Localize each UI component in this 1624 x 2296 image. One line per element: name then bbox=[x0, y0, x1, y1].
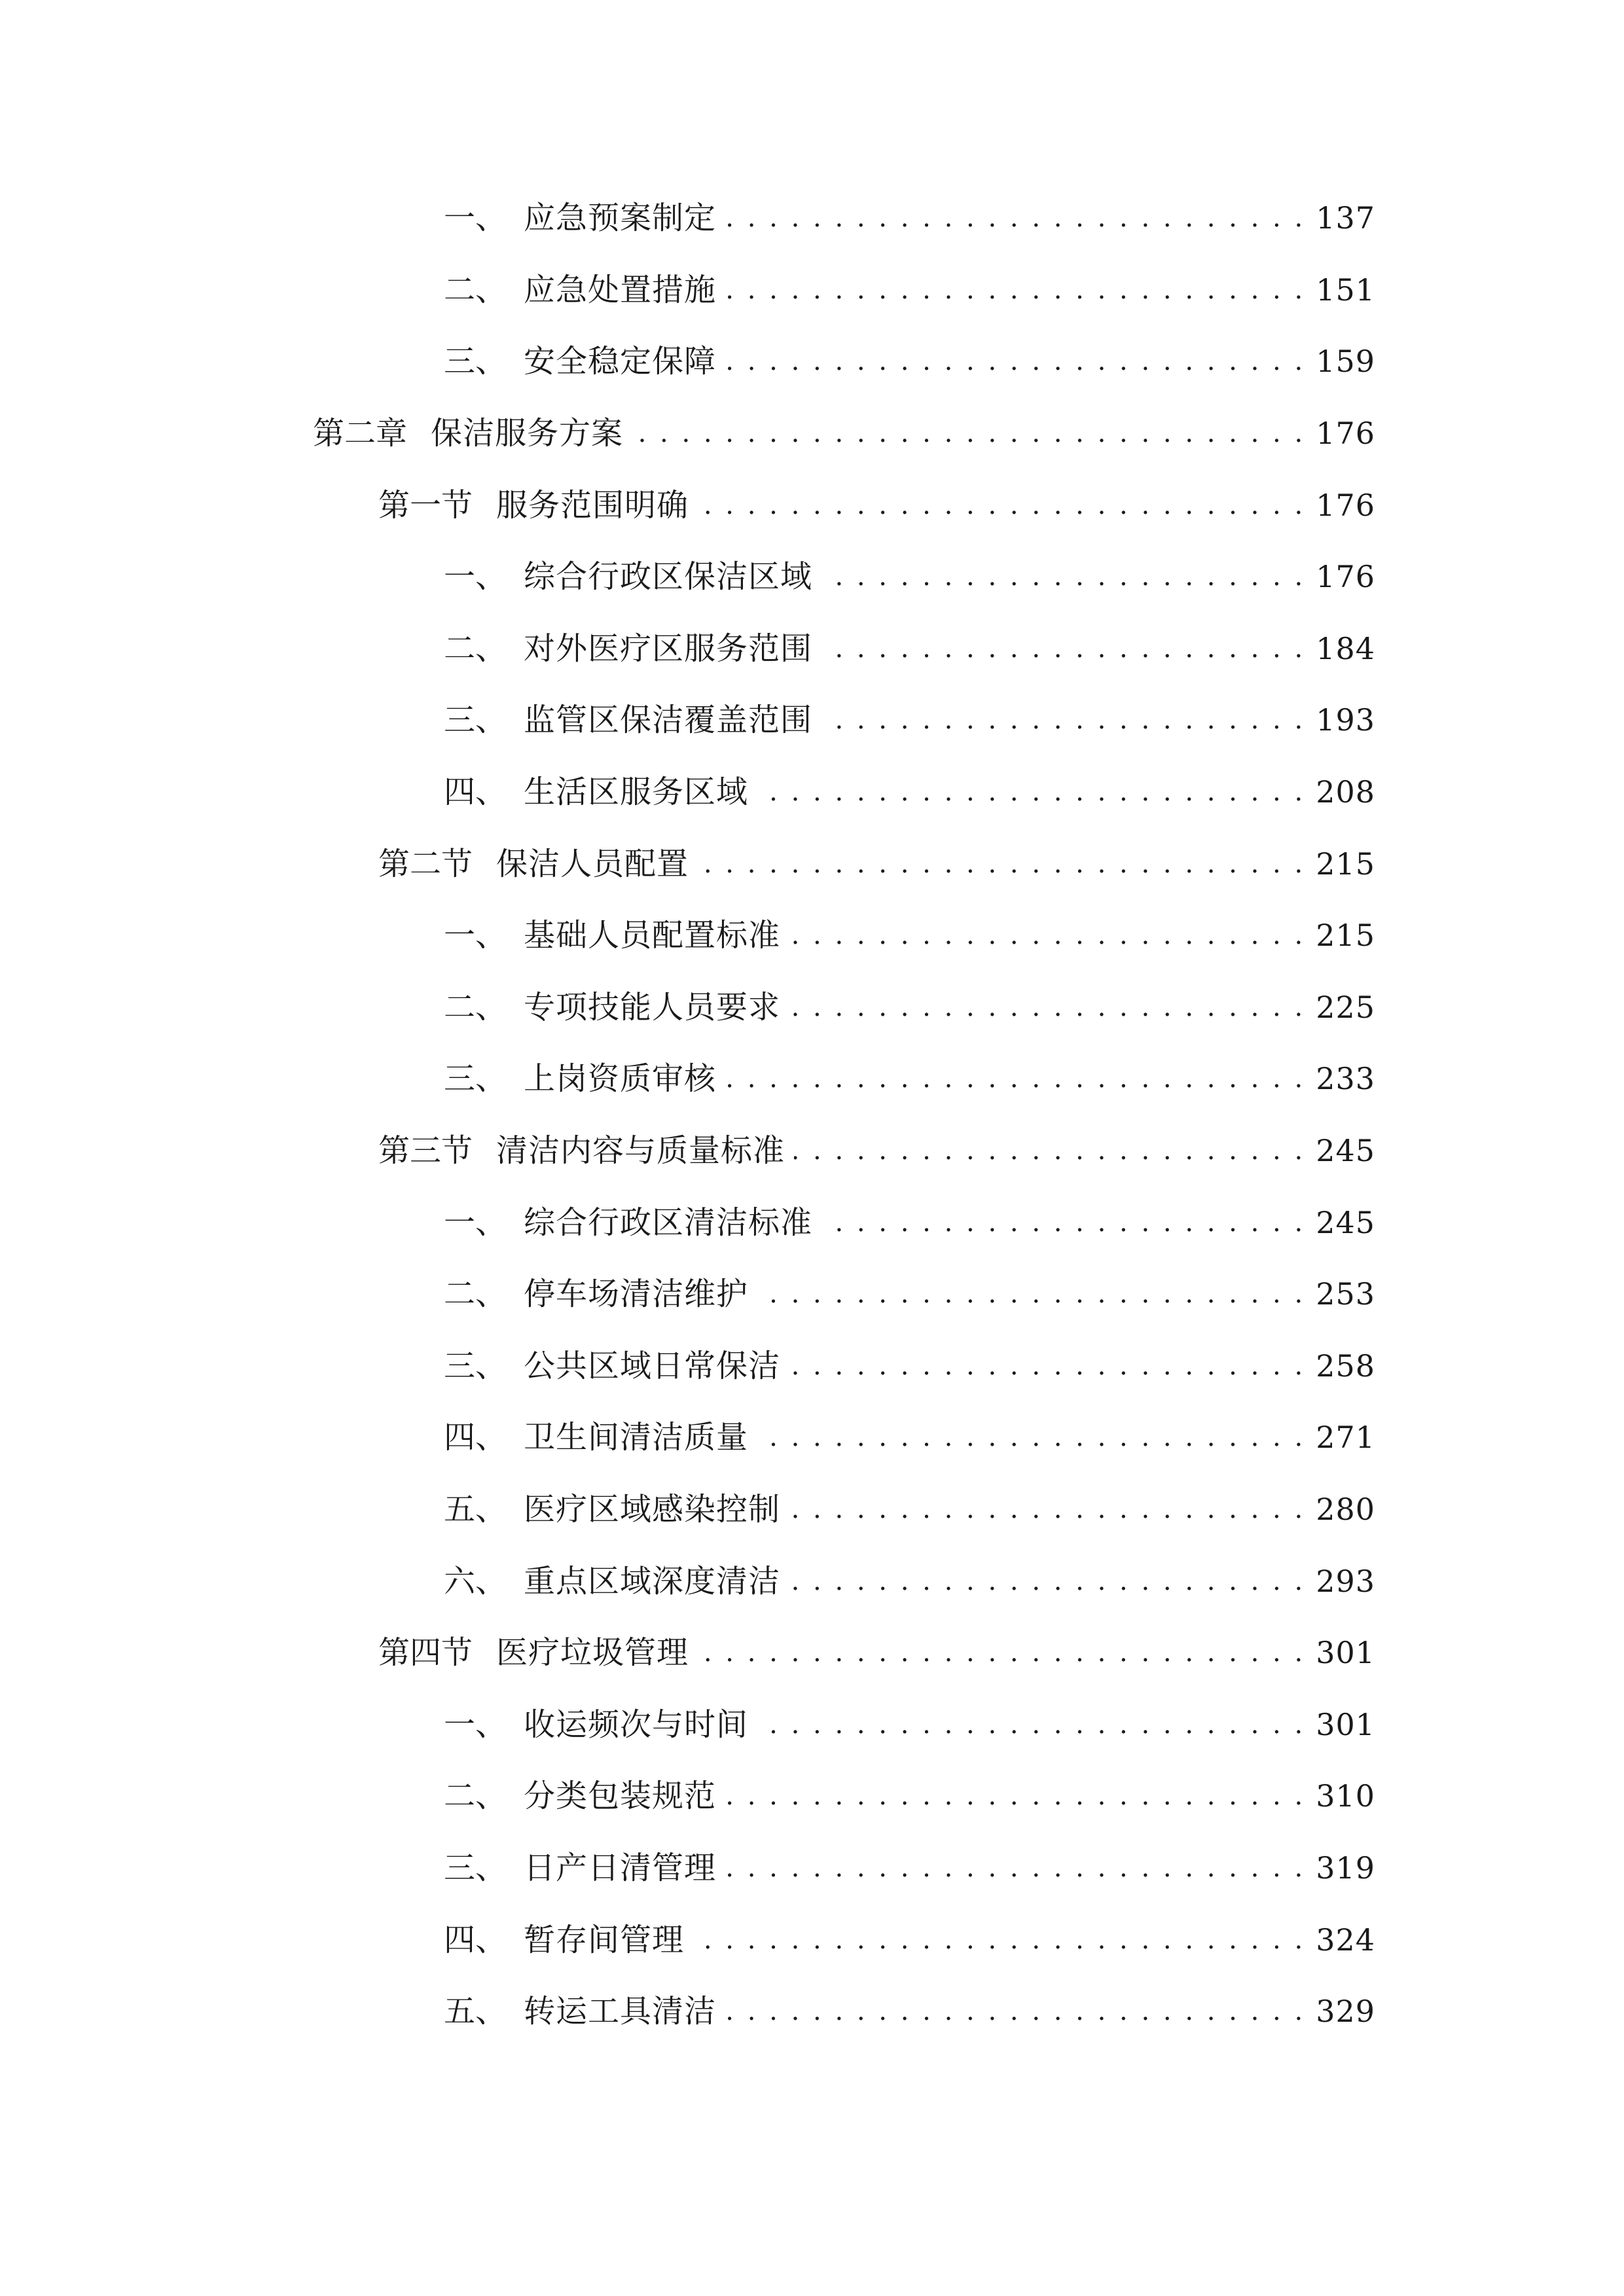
toc-section-entry[interactable] bbox=[378, 479, 1375, 531]
entry-title: 转运工具清洁 bbox=[524, 1993, 717, 2030]
entry-page-number: 193 bbox=[1316, 702, 1375, 738]
entry-number: 三、 bbox=[444, 1348, 507, 1384]
section-number: 第三节 bbox=[378, 1132, 473, 1169]
entry-number: 一、 bbox=[444, 1706, 507, 1743]
dot-leader bbox=[789, 981, 1305, 1033]
dot-leader bbox=[789, 909, 1305, 961]
entry-number: 三、 bbox=[444, 1850, 507, 1886]
section-title: 服务范围明确 bbox=[496, 487, 689, 524]
toc-entry[interactable] bbox=[444, 1268, 1375, 1320]
entry-title: 分类包装规范 bbox=[524, 1778, 717, 1814]
entry-title: 收运频次与时间 bbox=[524, 1706, 749, 1743]
entry-page-number: 319 bbox=[1316, 1850, 1375, 1886]
dot-leader bbox=[757, 1698, 1305, 1751]
entry-number: 一、 bbox=[444, 558, 507, 595]
entry-title: 生活区服务区域 bbox=[524, 774, 749, 810]
dot-leader bbox=[794, 1124, 1305, 1177]
toc-entry[interactable] bbox=[444, 981, 1375, 1033]
entry-page-number: 280 bbox=[1316, 1492, 1375, 1527]
section-number: 第二节 bbox=[378, 846, 473, 882]
entry-page-number: 253 bbox=[1316, 1276, 1375, 1312]
toc-entry[interactable] bbox=[444, 550, 1375, 603]
entry-page-number: 245 bbox=[1316, 1205, 1375, 1240]
dot-leader bbox=[725, 264, 1305, 316]
section-title: 医疗垃圾管理 bbox=[496, 1634, 689, 1671]
entry-page-number: 208 bbox=[1316, 774, 1375, 810]
entry-page-number: 271 bbox=[1316, 1420, 1375, 1455]
entry-page-number: 301 bbox=[1316, 1707, 1375, 1742]
toc-entry[interactable] bbox=[444, 335, 1375, 387]
section-title: 保洁人员配置 bbox=[496, 846, 689, 882]
dot-leader bbox=[725, 1770, 1305, 1822]
entry-number: 四、 bbox=[444, 1419, 507, 1456]
entry-title: 公共区域日常保洁 bbox=[524, 1348, 781, 1384]
entry-title: 监管区保洁覆盖范围 bbox=[524, 702, 813, 738]
dot-leader bbox=[698, 838, 1305, 890]
dot-leader bbox=[757, 1268, 1305, 1320]
entry-title: 日产日清管理 bbox=[524, 1850, 717, 1886]
dot-leader bbox=[757, 766, 1305, 818]
entry-title: 对外医疗区服务范围 bbox=[524, 630, 813, 667]
entry-number: 四、 bbox=[444, 1922, 507, 1958]
dot-leader bbox=[725, 1985, 1305, 2037]
dot-leader bbox=[789, 1555, 1305, 1607]
toc-entry[interactable] bbox=[444, 1985, 1375, 2037]
entry-number: 四、 bbox=[444, 774, 507, 810]
dot-leader bbox=[693, 1914, 1305, 1966]
entry-page-number: 324 bbox=[1316, 1922, 1375, 1958]
entry-page-number: 159 bbox=[1316, 344, 1375, 379]
section-number: 第一节 bbox=[378, 487, 473, 524]
dot-leader bbox=[725, 1052, 1305, 1105]
entry-number: 二、 bbox=[444, 272, 507, 308]
toc-entry[interactable] bbox=[444, 1770, 1375, 1822]
entry-number: 三、 bbox=[444, 343, 507, 380]
entry-number: 一、 bbox=[444, 1204, 507, 1241]
toc-chapter-entry[interactable] bbox=[313, 407, 1375, 459]
entry-page-number: 151 bbox=[1316, 272, 1375, 308]
dot-leader bbox=[789, 1483, 1305, 1535]
section-number: 第四节 bbox=[378, 1634, 473, 1671]
entry-page-number: 215 bbox=[1316, 846, 1375, 882]
entry-page-number: 176 bbox=[1316, 488, 1375, 523]
entry-number: 二、 bbox=[444, 1778, 507, 1814]
dot-leader bbox=[789, 1340, 1305, 1392]
toc-entry[interactable] bbox=[444, 264, 1375, 316]
entry-page-number: 329 bbox=[1316, 1994, 1375, 2029]
toc-entry[interactable] bbox=[444, 1052, 1375, 1105]
toc-entry[interactable] bbox=[444, 909, 1375, 961]
entry-page-number: 233 bbox=[1316, 1061, 1375, 1096]
entry-number: 五、 bbox=[444, 1993, 507, 2030]
dot-leader bbox=[698, 479, 1305, 531]
toc-entry[interactable] bbox=[444, 1914, 1375, 1966]
toc-entry[interactable] bbox=[444, 1698, 1375, 1751]
dot-leader bbox=[821, 550, 1305, 603]
entry-number: 三、 bbox=[444, 1060, 507, 1097]
dot-leader bbox=[725, 192, 1305, 244]
entry-number: 三、 bbox=[444, 702, 507, 738]
entry-page-number: 215 bbox=[1316, 918, 1375, 953]
entry-page-number: 176 bbox=[1316, 416, 1375, 451]
dot-leader bbox=[725, 1842, 1305, 1894]
entry-title: 专项技能人员要求 bbox=[524, 989, 781, 1026]
entry-page-number: 301 bbox=[1316, 1635, 1375, 1670]
entry-number: 一、 bbox=[444, 917, 507, 954]
entry-title: 应急处置措施 bbox=[524, 272, 717, 308]
entry-page-number: 293 bbox=[1316, 1564, 1375, 1599]
entry-page-number: 184 bbox=[1316, 631, 1375, 666]
entry-number: 一、 bbox=[444, 200, 507, 236]
section-title: 清洁内容与质量标准 bbox=[496, 1132, 785, 1169]
entry-page-number: 310 bbox=[1316, 1778, 1375, 1814]
entry-number: 二、 bbox=[444, 1276, 507, 1312]
entry-title: 安全稳定保障 bbox=[524, 343, 717, 380]
chapter-title: 保洁服务方案 bbox=[431, 415, 624, 452]
dot-leader bbox=[821, 1196, 1305, 1249]
dot-leader bbox=[821, 622, 1305, 675]
entry-title: 应急预案制定 bbox=[524, 200, 717, 236]
entry-page-number: 176 bbox=[1316, 559, 1375, 594]
toc-entry[interactable] bbox=[444, 1555, 1375, 1607]
toc-entry[interactable] bbox=[444, 1842, 1375, 1894]
entry-title: 综合行政区保洁区域 bbox=[524, 558, 813, 595]
toc-section-entry[interactable] bbox=[378, 1626, 1375, 1679]
entry-title: 重点区域深度清洁 bbox=[524, 1563, 781, 1600]
toc-entry[interactable] bbox=[444, 766, 1375, 818]
entry-number: 六、 bbox=[444, 1563, 507, 1600]
entry-number: 二、 bbox=[444, 630, 507, 667]
entry-number: 五、 bbox=[444, 1491, 507, 1528]
entry-title: 暂存间管理 bbox=[524, 1922, 685, 1958]
toc-section-entry[interactable] bbox=[378, 1124, 1375, 1177]
toc-entry[interactable] bbox=[444, 622, 1375, 675]
entry-title: 医疗区域感染控制 bbox=[524, 1491, 781, 1528]
chapter-number: 第二章 bbox=[313, 415, 408, 452]
toc-entry[interactable] bbox=[444, 1483, 1375, 1535]
entry-page-number: 225 bbox=[1316, 990, 1375, 1025]
entry-page-number: 258 bbox=[1316, 1348, 1375, 1384]
dot-leader bbox=[757, 1411, 1305, 1463]
toc-entry[interactable] bbox=[444, 694, 1375, 746]
dot-leader bbox=[725, 335, 1305, 387]
dot-leader bbox=[632, 407, 1305, 459]
toc-entry[interactable] bbox=[444, 1196, 1375, 1249]
dot-leader bbox=[821, 694, 1305, 746]
entry-title: 上岗资质审核 bbox=[524, 1060, 717, 1097]
entry-number: 二、 bbox=[444, 989, 507, 1026]
entry-page-number: 245 bbox=[1316, 1133, 1375, 1168]
entry-page-number: 137 bbox=[1316, 200, 1375, 236]
toc-section-entry[interactable] bbox=[378, 838, 1375, 890]
entry-title: 停车场清洁维护 bbox=[524, 1276, 749, 1312]
toc-entry[interactable] bbox=[444, 192, 1375, 244]
entry-title: 基础人员配置标准 bbox=[524, 917, 781, 954]
entry-title: 卫生间清洁质量 bbox=[524, 1419, 749, 1456]
toc-entry[interactable] bbox=[444, 1411, 1375, 1463]
toc-entry[interactable] bbox=[444, 1340, 1375, 1392]
dot-leader bbox=[698, 1626, 1305, 1679]
entry-title: 综合行政区清洁标准 bbox=[524, 1204, 813, 1241]
